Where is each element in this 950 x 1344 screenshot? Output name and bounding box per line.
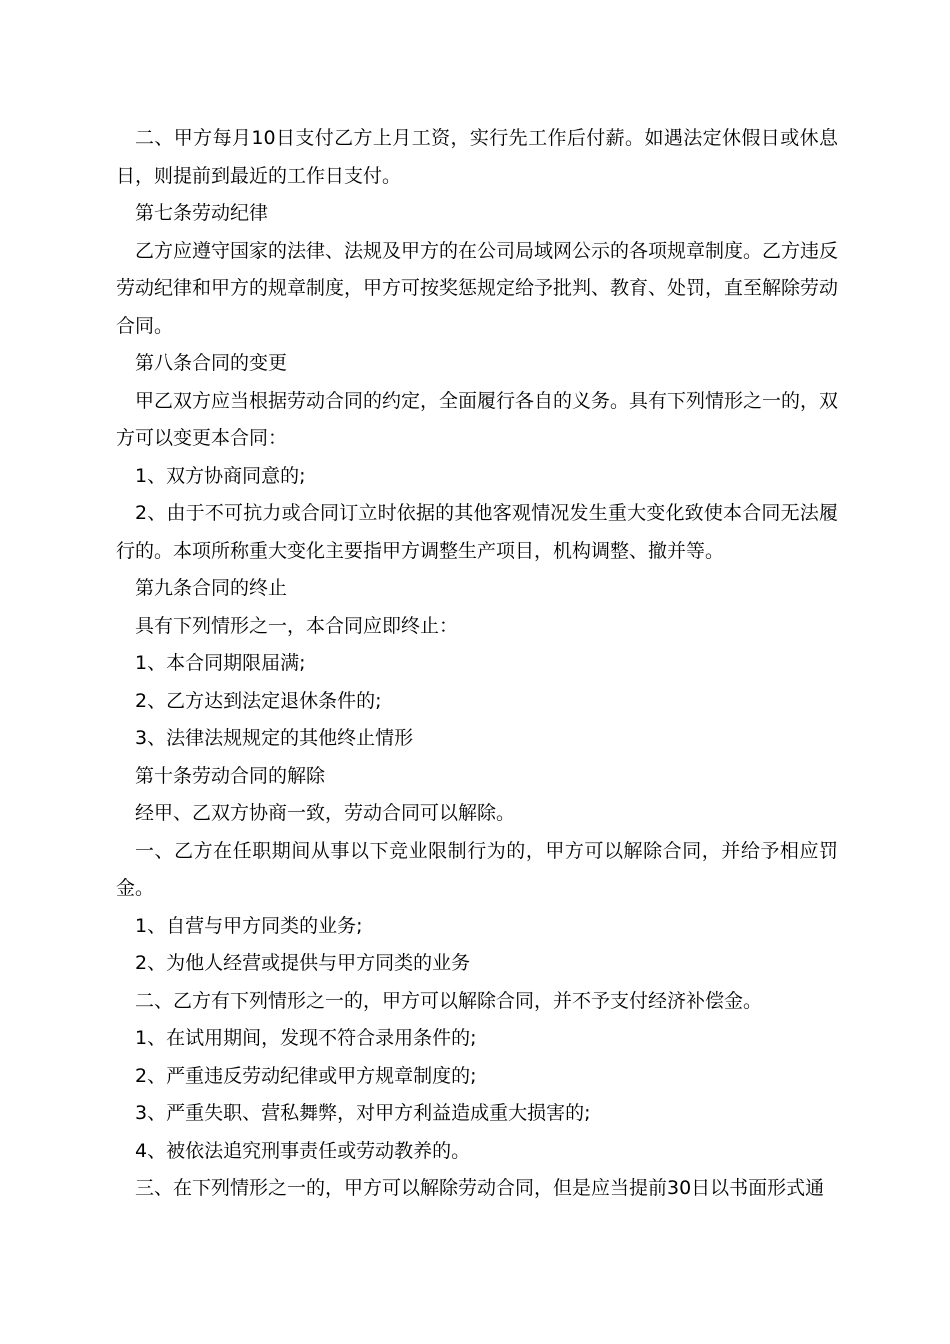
list-item-change-1: 1、双方协商同意的; <box>135 464 306 487</box>
list-item-dissolution-3: 3、严重失职、营私舞弊，对甲方利益造成重大损害的; <box>135 1102 591 1124</box>
list-item-dissolution-4: 4、被依法追究刑事责任或劳动教养的。 <box>135 1139 471 1162</box>
heading-article-7: 第七条劳动纪律 <box>135 202 269 224</box>
list-item-termination-2: 2、乙方达到法定退休条件的; <box>135 689 382 712</box>
paragraph-contract-change: 甲乙双方应当根据劳动合同的约定，全面履行各自的义务。具有下列情形之一的，双方可以变更本合同： <box>116 389 839 449</box>
paragraph-non-compete: 一、乙方在任职期间从事以下竞业限制行为的，甲方可以解除合同，并给予相应罚金。 <box>116 839 838 899</box>
list-item-non-compete-2: 2、为他人经营或提供与甲方同类的业务 <box>135 952 471 974</box>
list-item-dissolution-2: 2、严重违反劳动纪律或甲方规章制度的; <box>135 1064 477 1087</box>
paragraph-salary-payment: 二、甲方每月10日支付乙方上月工资，实行先工作后付薪。如遇法定休假日或休息日，则提前到最近的工作日支付。 <box>116 127 838 187</box>
list-item-dissolution-1: 1、在试用期间，发现不符合录用条件的; <box>135 1027 477 1049</box>
paragraph-labor-discipline: 乙方应遵守国家的法律、法规及甲方的在公司局域网公示的各项规章制度。乙方违反劳动纪律和甲方的规章制度，甲方可按奖惩规定给予批判、教育、处罚，直至解除劳动合同。 <box>116 239 839 337</box>
paragraph-termination-intro: 具有下列情形之一，本合同应即终止： <box>135 614 459 637</box>
list-item-change-2: 2、由于不可抗力或合同订立时依据的其他客观情况发生重大变化致使本合同无法履行的。本项所称重大变化主要指甲方调整生产项目，机构调整、撤并等。 <box>116 502 838 562</box>
document-body <box>116 120 838 1208</box>
heading-article-8: 第八条合同的变更 <box>135 352 288 374</box>
list-item-non-compete-1: 1、自营与甲方同类的业务; <box>135 914 363 937</box>
heading-article-9: 第九条合同的终止 <box>135 577 288 599</box>
list-item-termination-3: 3、法律法规规定的其他终止情形 <box>135 727 414 749</box>
heading-article-10: 第十条劳动合同的解除 <box>135 764 326 787</box>
list-item-termination-1: 1、本合同期限届满; <box>135 652 306 674</box>
paragraph-mutual-dissolution: 经甲、乙双方协商一致，劳动合同可以解除。 <box>135 802 516 824</box>
paragraph-dissolution-with-notice: 三、在下列情形之一的，甲方可以解除劳动合同，但是应当提前30日以书面形式通 <box>135 1177 825 1199</box>
paragraph-dissolution-no-compensation: 二、乙方有下列情形之一的，甲方可以解除合同，并不予支付经济补偿金。 <box>135 989 763 1012</box>
